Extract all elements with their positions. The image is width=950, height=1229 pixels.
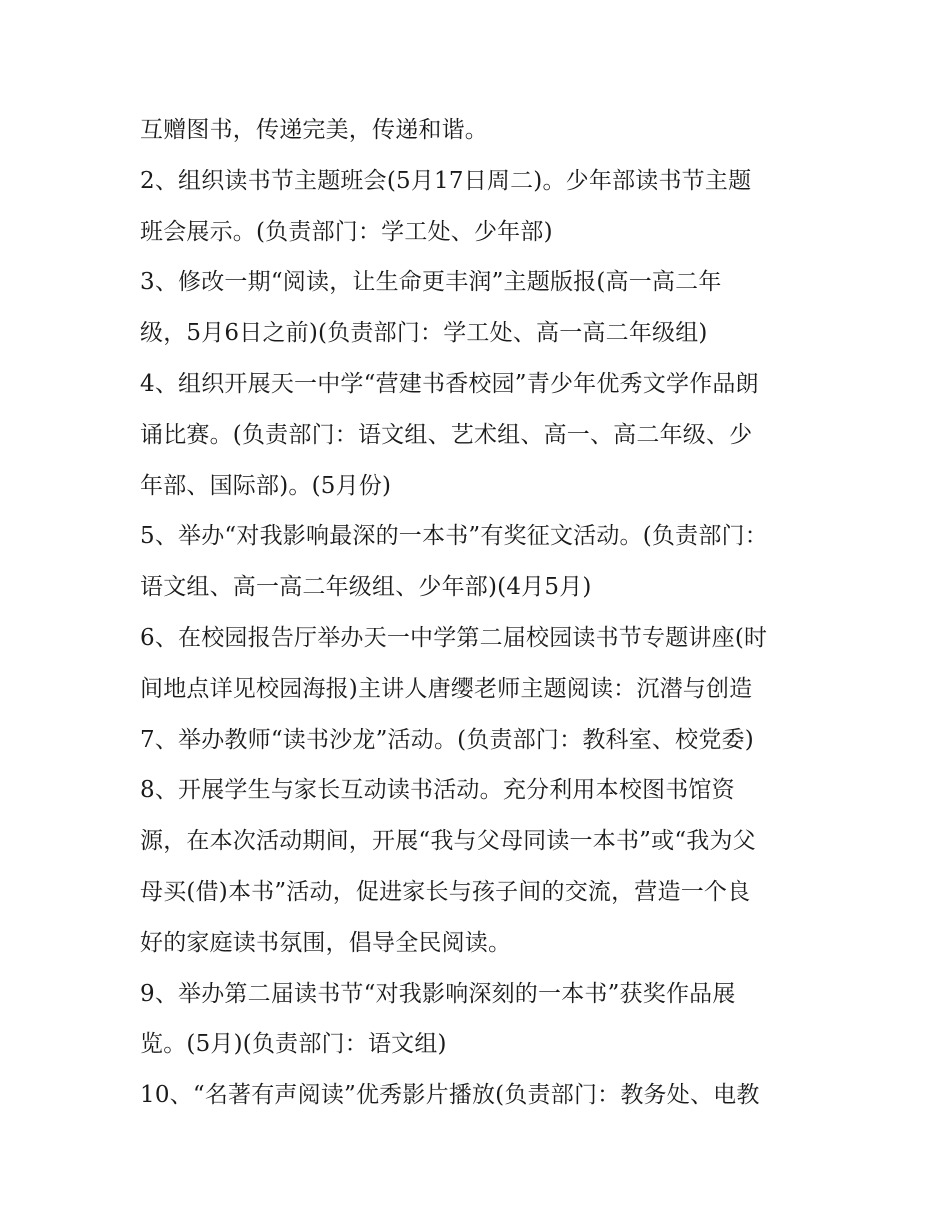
text-line: 6、在校园报告厅举办天一中学第二届校园读书节专题讲座(时: [140, 624, 768, 651]
text-line: 8、开展学生与家长互动读书活动。充分利用本校图书馆资: [140, 777, 735, 804]
text-line: 2、组织读书节主题班会(5月17日周二)。少年部读书节主题: [140, 167, 752, 194]
text-line: 9、举办第二届读书节“对我影响深刻的一本书”获奖作品展: [140, 980, 736, 1007]
text-line: 3、修改一期“阅读，让生命更丰润”主题版报(高一高二年: [140, 269, 722, 296]
text-line: 语文组、高一高二年级组、少年部)(4月5月): [140, 574, 592, 601]
text-line: 母买(借)本书”活动，促进家长与孩子间的交流，营造一个良: [140, 878, 751, 905]
text-line: 级，5月6日之前)(负责部门：学工处、高一高二年级组): [140, 320, 708, 347]
text-line: 好的家庭读书氛围，倡导全民阅读。: [140, 929, 512, 956]
text-line: 诵比赛。(负责部门：语文组、艺术组、高一、高二年级、少: [140, 421, 753, 448]
document-body: [140, 105, 830, 1121]
text-line: 5、举办“对我影响最深的一本书”有奖征文活动。(负责部门：: [140, 523, 768, 550]
text-line: 4、组织开展天一中学“营建书香校园”青少年优秀文学作品朗: [140, 370, 759, 397]
text-line: 班会展示。(负责部门：学工处、少年部): [140, 218, 553, 245]
text-line: 互赠图书，传递完美，传递和谐。: [140, 117, 488, 143]
text-line: 7、举办教师“读书沙龙”活动。(负责部门：教科室、校党委): [140, 726, 754, 753]
text-line: 览。(5月)(负责部门：语文组): [140, 1031, 447, 1058]
text-line: 年部、国际部)。(5月份): [140, 472, 392, 499]
text-line: 10、“名著有声阅读”优秀影片播放(负责部门：教务处、电教: [140, 1082, 760, 1109]
text-line: 源，在本次活动期间，开展“我与父母同读一本书”或“我为父: [140, 828, 756, 855]
text-line: 间地点详见校园海报)主讲人唐缨老师主题阅读：沉潜与创造: [140, 675, 753, 702]
